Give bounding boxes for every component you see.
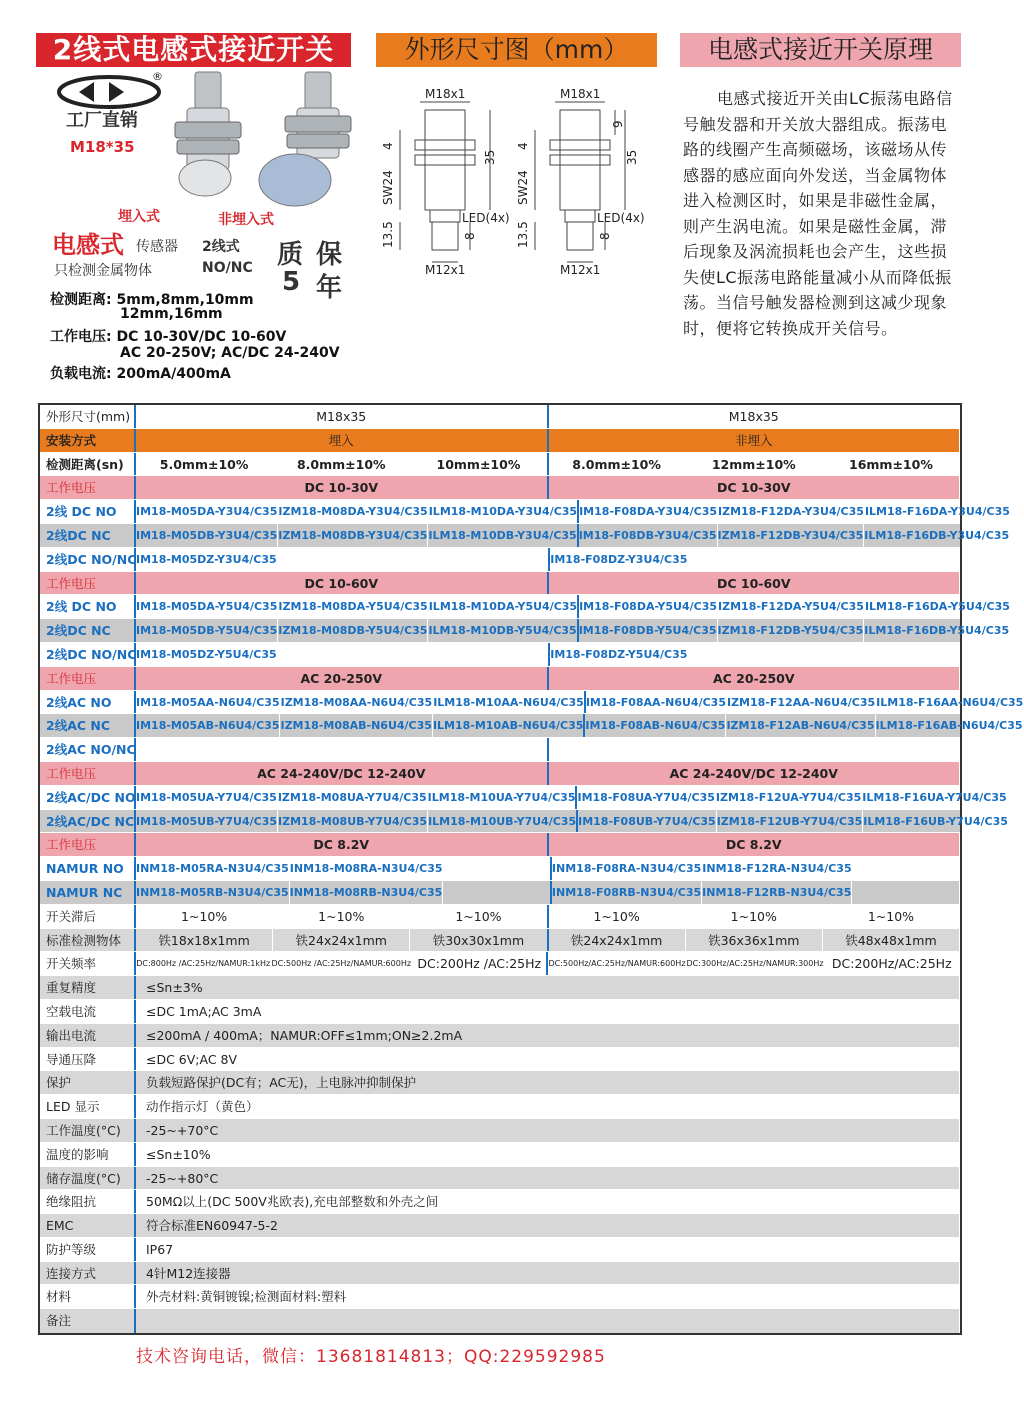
table-cell: ≤200mA / 400mA；NAMUR:OFF≤1mm;ON≥2.2mA — [136, 1024, 960, 1047]
table-cell: ILM18-M10AB-N6U4/C35 — [433, 714, 585, 737]
d4-left: 4 — [381, 142, 395, 150]
d8-right: 8 — [598, 232, 612, 240]
row-label: 工作电压 — [40, 572, 136, 595]
factory-direct-label: 工厂直销 — [66, 110, 138, 131]
row-label: 工作电压 — [40, 667, 136, 690]
table-cell: IZM18-F12DA-Y3U4/C35 — [718, 500, 865, 523]
table-cell: 铁24x24x1mm — [273, 929, 410, 952]
metal-only-label: 只检测金属物体 — [54, 263, 152, 279]
table-cell: 铁36x36x1mm — [686, 929, 823, 952]
dimension-drawing — [370, 80, 670, 280]
table-cell: ILM18-F16AA-N6U4/C35 — [876, 691, 1024, 714]
principle-text: 电感式接近开关由LC振荡电路信号触发器和开关放大器组成。振荡电路的线圈产生高频磁场，该磁场从传感器的感应面向外发送，当金属物体进入检测区时，如果是非磁性金属，则产生涡电流。如果是磁性金属，滞后现象及涡流损耗也会产生，这些损失使LC振荡电路能量减小从而降低振荡。当信号触发器检测到这减少现象时，便将它转换成开关信号。 — [683, 89, 953, 338]
sensor-type-title: 电感式 — [52, 231, 124, 259]
table-cell — [824, 548, 960, 571]
row-label: 外形尺寸(mm) — [40, 405, 136, 428]
table-cell: INM18-F12RA-N3U4/C35 — [702, 857, 852, 880]
voltage-flush: DC 10-60V — [136, 572, 549, 595]
table-cell — [688, 643, 824, 666]
table-cell: IM18-F08DZ-Y5U4/C35 — [550, 643, 688, 666]
table-cell: 8.0mm±10% — [549, 453, 686, 476]
row-label: 工作电压 — [40, 476, 136, 499]
table-cell: 12mm±10% — [686, 453, 823, 476]
table-cell: ILM18-M10UA-Y7U4/C35 — [428, 786, 578, 809]
table-row-general — [40, 1000, 960, 1024]
table-cell — [686, 738, 823, 761]
output-type: NO/NC — [202, 260, 253, 276]
table-cell — [443, 881, 552, 904]
row-label: 2线AC/DC NO — [40, 786, 136, 809]
spec-voltage: 工作电压: DC 10-30V/DC 10-60V — [50, 329, 287, 345]
dims-nonflush: M18x35 — [549, 405, 961, 428]
table-cell: IM18-M05DB-Y5U4/C35 — [136, 619, 278, 642]
table-cell: 铁18x18x1mm — [136, 929, 273, 952]
table-cell: ILM18-M10DA-Y5U4/C35 — [429, 595, 579, 618]
row-label: 开关滞后 — [40, 905, 136, 928]
table-cell: ILM18-M10AA-N6U4/C35 — [433, 691, 586, 714]
table-cell: 1~10% — [686, 905, 823, 928]
table-cell: ILM18-M10DB-Y3U4/C35 — [428, 524, 578, 547]
table-row — [40, 500, 1010, 524]
table-cell — [549, 738, 686, 761]
row-label: 标准检测物体 — [40, 929, 136, 952]
table-cell: IZM18-M08DB-Y3U4/C35 — [278, 524, 428, 547]
table-cell: IM18-M05DZ-Y5U4/C35 — [136, 643, 278, 666]
table-cell: IZM18-M08UA-Y7U4/C35 — [278, 786, 428, 809]
table-cell: IM18-M05AA-N6U4/C35 — [136, 691, 281, 714]
model-label: M18*35 — [70, 138, 135, 156]
table-cell: IZM18-M08DA-Y3U4/C35 — [278, 500, 428, 523]
flush-label: 埋入式 — [118, 209, 160, 225]
led-right: LED(4x) — [597, 211, 645, 225]
table-cell: IM18-F08DB-Y3U4/C35 — [579, 524, 718, 547]
len35-left: 35 — [483, 149, 497, 165]
table-cell: IZM18-F12AA-N6U4/C35 — [727, 691, 876, 714]
row-label: 安装方式 — [40, 429, 136, 452]
table-cell — [413, 643, 550, 666]
wire-type: 2线式 — [202, 239, 240, 255]
voltage-flush: DC 10-30V — [136, 476, 549, 499]
row-label: 绝缘阻抗 — [40, 1190, 136, 1213]
title-dimensions: 外形尺寸图（mm） — [376, 33, 657, 67]
table-cell: IZM18-F12UA-Y7U4/C35 — [716, 786, 862, 809]
table-row-general — [40, 1214, 960, 1238]
table-cell: 4针M12连接器 — [136, 1262, 960, 1285]
table-cell: IZM18-F12DB-Y5U4/C35 — [718, 619, 865, 642]
table-cell: 8.0mm±10% — [273, 453, 410, 476]
table-cell: IZM18-F12UB-Y7U4/C35 — [717, 810, 864, 833]
row-label: 2线 DC NO — [40, 595, 136, 618]
table-cell: DC:200Hz /AC:25Hz — [412, 952, 548, 975]
table-row — [40, 857, 960, 881]
table-cell: 1~10% — [549, 905, 686, 928]
table-cell: ILM18-F16DB-Y5U4/C35 — [864, 619, 1010, 642]
table-cell: 10mm±10% — [410, 453, 548, 476]
sw24-left: SW24 — [381, 170, 395, 205]
row-label: 储存温度(°C) — [40, 1167, 136, 1190]
table-row-general — [40, 1024, 960, 1048]
table-row-target — [40, 929, 960, 953]
table-row — [40, 786, 1007, 810]
warranty-char-4: 年 — [316, 273, 343, 303]
table-cell: INM18-M05RA-N3U4/C35 — [136, 857, 290, 880]
table-row-voltage — [40, 572, 960, 596]
row-label: 2线DC NC — [40, 619, 136, 642]
product-panel — [40, 70, 370, 380]
warranty-char-3: 5 — [282, 267, 301, 297]
table-row-voltage — [40, 833, 960, 857]
table-cell: 5.0mm±10% — [136, 453, 273, 476]
table-cell: ILM18-M10DA-Y3U4/C35 — [429, 500, 579, 523]
table-cell: ≤Sn±10% — [136, 1143, 960, 1166]
table-cell: 1~10% — [823, 905, 960, 928]
table-cell: ≤DC 6V;AC 8V — [136, 1048, 960, 1071]
table-cell — [273, 738, 410, 761]
voltage-nonflush: DC 10-30V — [549, 476, 961, 499]
m18-thread-right: M18x1 — [560, 87, 601, 101]
d9-right: 9 — [611, 120, 625, 128]
table-row-sn — [40, 453, 960, 477]
row-label: 重复精度 — [40, 976, 136, 999]
table-cell — [444, 857, 552, 880]
m12-thread-left: M12x1 — [425, 263, 466, 277]
table-cell: 负载短路保护(DC有；AC无)，上电脉冲抑制保护 — [136, 1071, 960, 1094]
table-cell: DC:500Hz /AC:25Hz/NAMUR:600Hz — [271, 952, 412, 975]
title-product: 2线式电感式接近开关 — [36, 33, 351, 67]
table-cell: IM18-F08DA-Y5U4/C35 — [579, 595, 718, 618]
table-cell — [688, 548, 824, 571]
row-label: 2线AC NO — [40, 691, 136, 714]
d135-left: 13.5 — [381, 221, 395, 248]
table-cell: ≤DC 1mA;AC 3mA — [136, 1000, 960, 1023]
table-cell: IZM18-M08UB-Y7U4/C35 — [278, 810, 428, 833]
table-row-voltage — [40, 667, 960, 691]
warranty-char-2: 保 — [316, 240, 343, 270]
row-label: 2线AC/DC NC — [40, 810, 136, 833]
table-row-frequency — [40, 952, 960, 976]
table-cell: IM18-F08UA-Y7U4/C35 — [577, 786, 715, 809]
row-label: 2线DC NO/NC — [40, 548, 136, 571]
table-cell: 符合标准EN60947-5-2 — [136, 1214, 960, 1237]
table-row-general — [40, 1238, 960, 1262]
table-row-hysteresis — [40, 905, 960, 929]
table-cell: ILM18-F16UA-Y7U4/C35 — [862, 786, 1007, 809]
table-row — [40, 595, 1010, 619]
m18-thread-left: M18x1 — [425, 87, 466, 101]
table-cell — [136, 738, 273, 761]
sw24-right: SW24 — [516, 170, 530, 205]
table-row-general — [40, 1119, 960, 1143]
table-cell — [278, 548, 414, 571]
table-cell: IM18-F08AB-N6U4/C35 — [585, 714, 726, 737]
row-label: 工作温度(°C) — [40, 1119, 136, 1142]
spec-load: 负载电流: 200mA/400mA — [50, 366, 231, 382]
mount-nonflush: 非埋入 — [549, 429, 961, 452]
row-label: 2线 DC NO — [40, 500, 136, 523]
table-cell: DC:200Hz/AC:25Hz — [825, 952, 960, 975]
table-cell: IP67 — [136, 1238, 960, 1261]
table-cell: IZM18-F12DA-Y5U4/C35 — [718, 595, 865, 618]
title-principle: 电感式接近开关原理 — [680, 33, 961, 67]
table-cell: IZM18-M08AB-N6U4/C35 — [280, 714, 432, 737]
row-label: 2线DC NC — [40, 524, 136, 547]
table-row-general — [40, 1048, 960, 1072]
table-cell: IZM18-M08AA-N6U4/C35 — [281, 691, 434, 714]
table-cell: IM18-M05DA-Y3U4/C35 — [136, 500, 278, 523]
table-cell — [413, 548, 550, 571]
table-row-general — [40, 1167, 960, 1191]
sensor-product-image — [145, 70, 365, 210]
table-cell: IM18-F08UB-Y7U4/C35 — [578, 810, 717, 833]
row-label: 材料 — [40, 1285, 136, 1308]
table-row-general — [40, 1143, 960, 1167]
table-cell: 外壳材料:黄铜镀镍;检测面材料:塑料 — [136, 1285, 960, 1308]
table-row-mount — [40, 429, 960, 453]
row-label: EMC — [40, 1214, 136, 1237]
table-cell: 动作指示灯（黄色） — [136, 1095, 960, 1118]
warranty-char-1: 质 — [277, 240, 304, 270]
table-cell: ILM18-F16AB-N6U4/C35 — [876, 714, 1024, 737]
voltage-nonflush: DC 10-60V — [549, 572, 961, 595]
table-cell: INM18-M08RA-N3U4/C35 — [290, 857, 444, 880]
d8-left: 8 — [463, 232, 477, 240]
table-cell — [278, 643, 414, 666]
row-label: 连接方式 — [40, 1262, 136, 1285]
table-cell: INM18-M08RB-N3U4/C35 — [290, 881, 444, 904]
table-row-general — [40, 1309, 960, 1333]
table-cell: IM18-M05DZ-Y3U4/C35 — [136, 548, 278, 571]
table-row-general — [40, 1190, 960, 1214]
table-row-general — [40, 1071, 960, 1095]
table-cell: IM18-M05AB-N6U4/C35 — [136, 714, 280, 737]
spec-table — [38, 403, 1024, 1335]
table-row — [40, 691, 1024, 715]
table-cell: IM18-F08AA-N6U4/C35 — [586, 691, 727, 714]
table-cell — [853, 857, 960, 880]
table-cell: DC:500Hz/AC:25Hz/NAMUR:600Hz — [548, 952, 686, 975]
mount-flush: 埋入 — [136, 429, 549, 452]
table-cell: INM18-F08RB-N3U4/C35 — [552, 881, 702, 904]
table-cell: INM18-F12RB-N3U4/C35 — [702, 881, 852, 904]
len35-right: 35 — [625, 149, 639, 165]
table-cell: 1~10% — [136, 905, 273, 928]
table-cell: ILM18-F16DB-Y3U4/C35 — [864, 524, 1010, 547]
table-row — [40, 643, 960, 667]
table-row-general — [40, 1262, 960, 1286]
table-cell: IM18-M05UA-Y7U4/C35 — [136, 786, 278, 809]
registered-icon: ® — [152, 70, 163, 83]
table-cell: IM18-F08DB-Y5U4/C35 — [579, 619, 718, 642]
table-cell: IM18-M05DA-Y5U4/C35 — [136, 595, 278, 618]
row-label: 输出电流 — [40, 1024, 136, 1047]
table-cell: ILM18-F16DA-Y5U4/C35 — [865, 595, 1011, 618]
spec-distance: 检测距离: 5mm,8mm,10mm — [50, 292, 254, 308]
table-cell: DC:300Hz/AC:25Hz/NAMUR:300Hz — [687, 952, 825, 975]
table-cell: INM18-M05RB-N3U4/C35 — [136, 881, 290, 904]
table-cell: -25~+80°C — [136, 1167, 960, 1190]
table-cell: 铁30x30x1mm — [410, 929, 548, 952]
row-label: 2线AC NO/NC — [40, 738, 136, 761]
table-cell: 1~10% — [273, 905, 410, 928]
table-cell: IZM18-M08DB-Y5U4/C35 — [278, 619, 428, 642]
voltage-flush: DC 8.2V — [136, 833, 549, 856]
d135-right: 13.5 — [516, 221, 530, 248]
table-cell: IM18-M05UB-Y7U4/C35 — [136, 810, 278, 833]
table-cell: -25~+70°C — [136, 1119, 960, 1142]
voltage-nonflush: AC 20-250V — [549, 667, 961, 690]
table-cell: ILM18-M10UB-Y7U4/C35 — [428, 810, 578, 833]
table-row-dims — [40, 405, 960, 429]
voltage-flush: AC 24-240V/DC 12-240V — [136, 762, 549, 785]
table-cell: ILM18-M10DB-Y5U4/C35 — [428, 619, 578, 642]
row-label: 备注 — [40, 1309, 136, 1333]
table-row — [40, 714, 1023, 738]
table-cell: IZM18-M08DA-Y5U4/C35 — [278, 595, 428, 618]
table-cell: 16mm±10% — [823, 453, 960, 476]
row-label: NAMUR NC — [40, 881, 136, 904]
nonflush-label: 非埋入式 — [218, 212, 274, 228]
table-cell — [824, 643, 960, 666]
table-cell: DC:800Hz /AC:25Hz/NAMUR:1kHz — [136, 952, 271, 975]
voltage-flush: AC 20-250V — [136, 667, 549, 690]
table-row — [40, 619, 1010, 643]
row-label: 防护等级 — [40, 1238, 136, 1261]
row-label: 开关频率 — [40, 952, 136, 975]
table-cell — [823, 738, 960, 761]
row-label: 2线DC NO/NC — [40, 643, 136, 666]
voltage-nonflush: AC 24-240V/DC 12-240V — [549, 762, 961, 785]
row-label: 保护 — [40, 1071, 136, 1094]
row-label: NAMUR NO — [40, 857, 136, 880]
d4-right: 4 — [516, 142, 530, 150]
table-row-general — [40, 1095, 960, 1119]
table-cell: 铁48x48x1mm — [823, 929, 960, 952]
table-cell: 铁24x24x1mm — [549, 929, 686, 952]
table-cell: IZM18-F12DB-Y3U4/C35 — [718, 524, 865, 547]
table-row-general — [40, 976, 960, 1000]
table-cell: IM18-M05DB-Y3U4/C35 — [136, 524, 278, 547]
table-cell: ILM18-F16DA-Y3U4/C35 — [865, 500, 1011, 523]
row-label: 导通压降 — [40, 1048, 136, 1071]
table-row — [40, 810, 1008, 834]
table-cell: IM18-F08DA-Y3U4/C35 — [579, 500, 718, 523]
row-label: 工作电压 — [40, 762, 136, 785]
table-row — [40, 548, 960, 572]
table-row-voltage — [40, 476, 960, 500]
table-cell: ILM18-F16UB-Y7U4/C35 — [863, 810, 1009, 833]
table-row — [40, 524, 1010, 548]
table-cell — [410, 738, 548, 761]
row-label: 空载电流 — [40, 1000, 136, 1023]
row-label: 工作电压 — [40, 833, 136, 856]
table-cell: 50MΩ以上(DC 500V兆欧表),充电部整数和外壳之间 — [136, 1190, 960, 1213]
spec-voltage-2: AC 20-250V; AC/DC 24-240V — [120, 345, 340, 361]
m12-thread-right: M12x1 — [560, 263, 601, 277]
table-cell: ≤Sn±3% — [136, 976, 960, 999]
led-left: LED(4x) — [462, 211, 510, 225]
table-cell: INM18-F08RA-N3U4/C35 — [552, 857, 702, 880]
table-cell: IZM18-F12AB-N6U4/C35 — [726, 714, 875, 737]
row-label: 2线AC NC — [40, 714, 136, 737]
table-cell: IM18-F08DZ-Y3U4/C35 — [550, 548, 688, 571]
table-row-general — [40, 1285, 960, 1309]
row-label: 温度的影响 — [40, 1143, 136, 1166]
table-row — [40, 881, 960, 905]
table-cell: 1~10% — [410, 905, 548, 928]
table-row — [40, 738, 960, 762]
dims-flush: M18x35 — [136, 405, 549, 428]
row-label: LED 显示 — [40, 1095, 136, 1118]
sensor-word: 传感器 — [136, 239, 178, 255]
table-cell — [136, 1309, 960, 1333]
row-label: 检测距离(sn) — [40, 453, 136, 476]
contact-line: 技术咨询电话，微信：13681814813；QQ:229592985 — [136, 1347, 606, 1367]
table-cell — [852, 881, 960, 904]
table-row-voltage — [40, 762, 960, 786]
spec-distance-2: 12mm,16mm — [120, 306, 223, 322]
voltage-nonflush: DC 8.2V — [549, 833, 961, 856]
